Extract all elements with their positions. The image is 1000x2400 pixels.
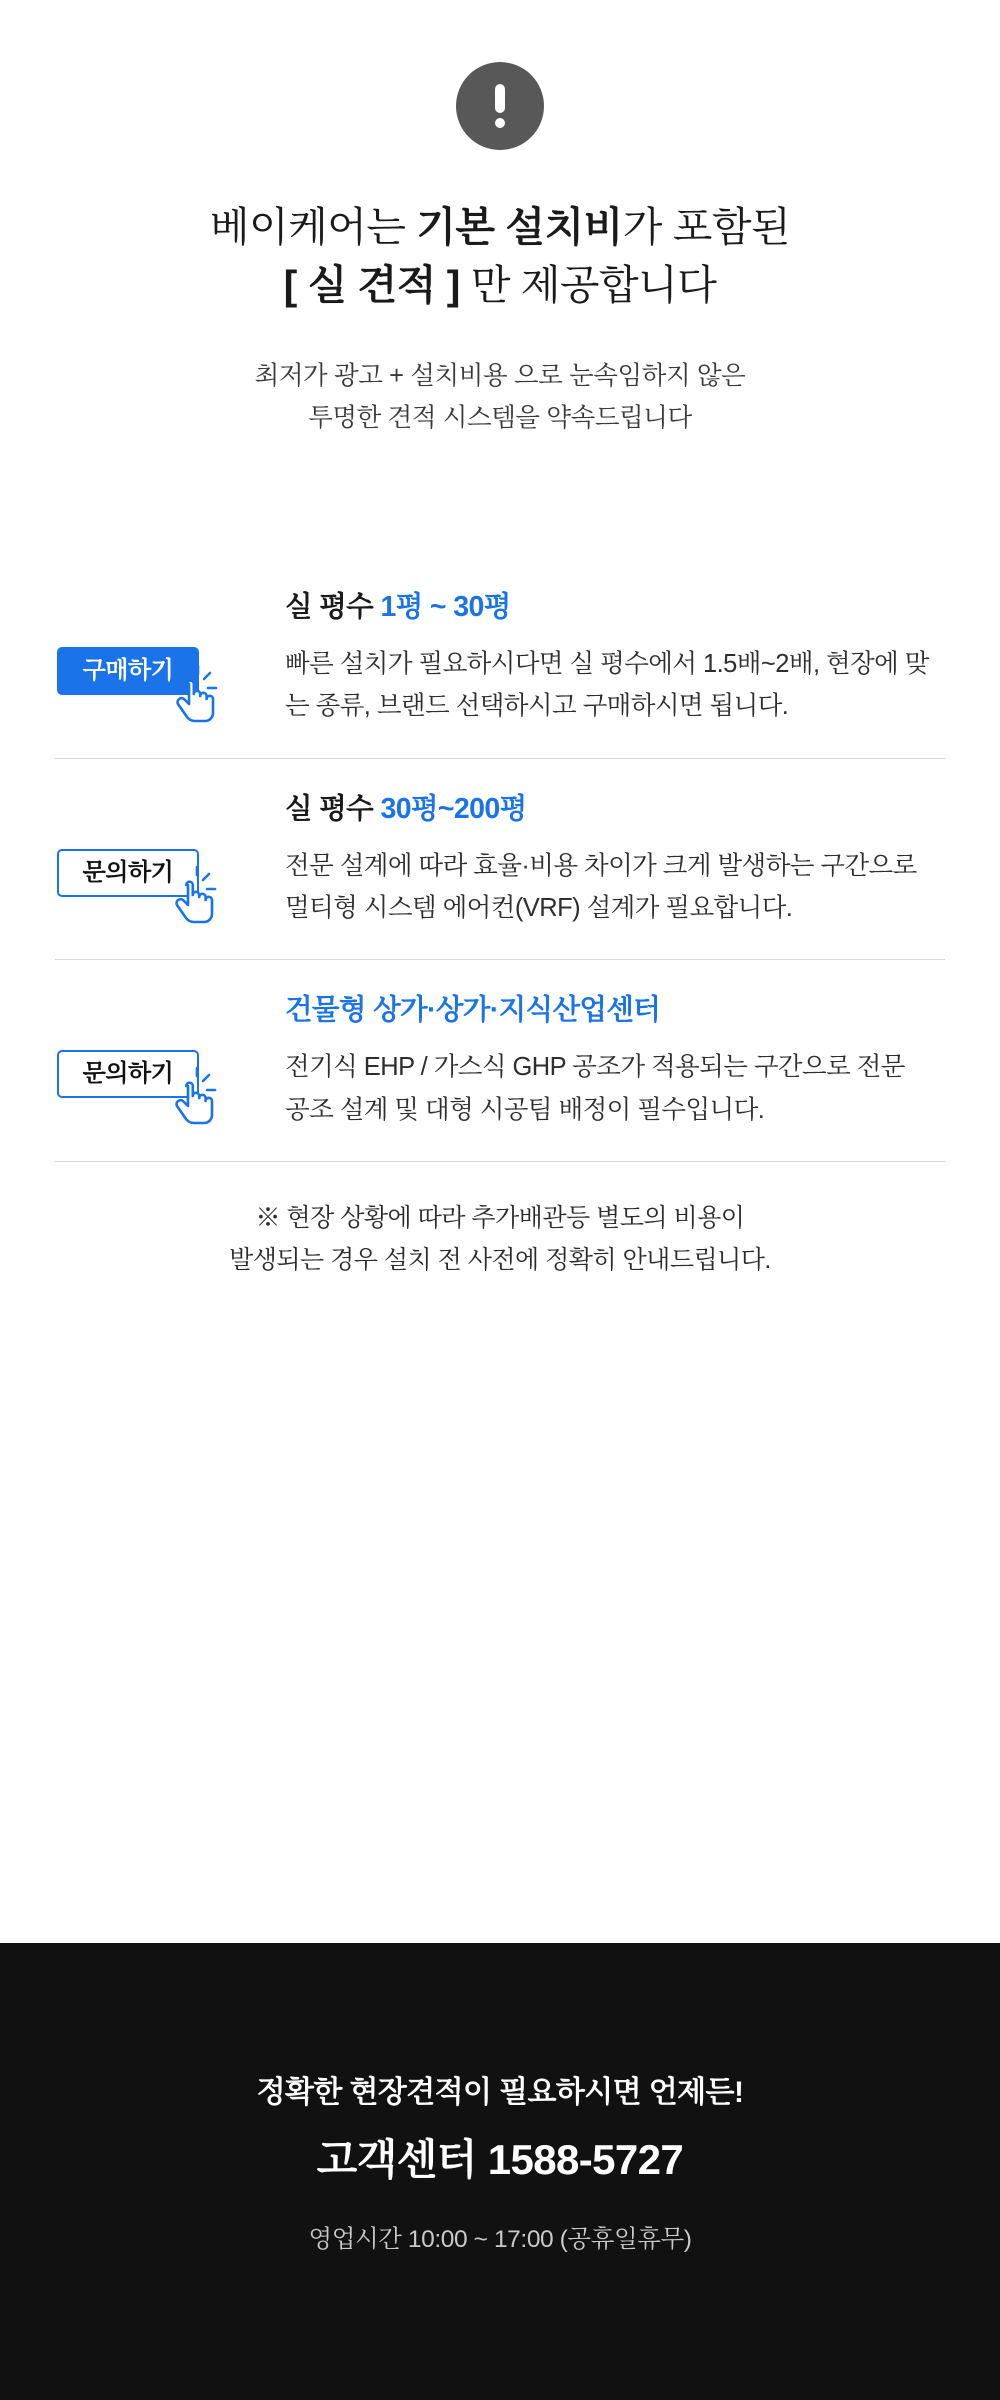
tier-description: 전문 설계에 따라 효율·비용 차이가 크게 발생하는 구간으로 멀티형 시스템 에어컨(VRF) 설계가 필요합니다.	[285, 851, 917, 923]
headline-line-2	[284, 262, 717, 308]
inquiry-button[interactable]	[57, 849, 199, 897]
tier-text-cell	[285, 589, 945, 728]
inquiry-button[interactable]	[57, 1050, 199, 1098]
headline-suffix: 가 포함된	[622, 204, 791, 250]
tier-row	[55, 758, 945, 960]
tier-text-cell	[285, 992, 945, 1131]
tier-title-accent: 30평~200평	[380, 792, 527, 825]
header-section	[0, 0, 1000, 439]
tier-action-cell	[55, 992, 285, 1098]
tier-description: 전기식 EHP / 가스식 GHP 공조가 적용되는 구간으로 전문 공조 설계 및 대형 시공팀 배정이 필수입니다.	[285, 1053, 905, 1124]
tier-title-prefix: 실 평수	[285, 792, 381, 825]
subheadline-line-1: 최저가 광고 + 설치비용 으로 눈속임하지 않은	[254, 362, 746, 391]
purchase-button-label: 구매하기	[82, 657, 174, 685]
headline-prefix: 베이케어는	[209, 204, 417, 250]
page-title	[210, 198, 790, 314]
headline-line-1	[210, 204, 790, 250]
disclaimer-line-2: 발생되는 경우 설치 전 사전에 정확히 안내드립니다.	[229, 1245, 771, 1274]
footer-headline: 정확한 현장견적이 필요하시면 언제든!	[256, 2076, 744, 2110]
customer-center-phone[interactable]: 고객센터 1588-5727	[316, 2136, 684, 2184]
disclaimer-line-1: ※ 현장 상황에 따라 추가배관등 별도의 비용이	[255, 1204, 745, 1233]
tier-row	[55, 557, 945, 758]
headline-bold: 기본 설치비	[416, 204, 623, 250]
headline-line2-suffix: 만 제공합니다	[459, 262, 717, 309]
tier-text-cell	[285, 791, 945, 930]
disclaimer-note	[55, 1198, 945, 1281]
purchase-button[interactable]	[57, 647, 199, 695]
pointing-hand-cursor-icon	[167, 1066, 223, 1126]
subheadline-line-2: 투명한 견적 시스템을 약속드립니다	[308, 403, 692, 432]
tier-description: 빠른 설치가 필요하시다면 실 평수에서 1.5배~2배, 현장에 맞는 종류, 브랜드 선택하시고 구매하시면 됩니다.	[285, 650, 929, 721]
tier-row	[55, 959, 945, 1162]
inquiry-button-label: 문의하기	[82, 1060, 174, 1088]
pointing-hand-cursor-icon	[167, 865, 223, 925]
tier-title	[285, 992, 935, 1029]
tier-action-cell	[55, 791, 285, 897]
footer-banner	[0, 1943, 1000, 2400]
tier-title-prefix: 실 평수	[285, 591, 381, 624]
business-hours: 영업시간 10:00 ~ 17:00 (공휴일휴무)	[308, 2225, 692, 2253]
pointing-hand-cursor-icon	[168, 664, 224, 724]
subheadline	[255, 356, 746, 439]
tier-title	[285, 791, 935, 828]
tier-title	[285, 589, 935, 626]
exclamation-mark-shape	[495, 84, 505, 128]
exclamation-circle-icon	[456, 62, 544, 150]
headline-bracket-bold: [ 실 견적 ]	[283, 262, 460, 309]
tier-title-accent: 건물형 상가·상가·지식산업센터	[285, 994, 661, 1027]
tier-list	[0, 557, 1000, 1281]
tier-title-accent: 1평 ~ 30평	[380, 591, 511, 624]
tier-action-cell	[55, 589, 285, 695]
inquiry-button-label: 문의하기	[82, 858, 174, 886]
